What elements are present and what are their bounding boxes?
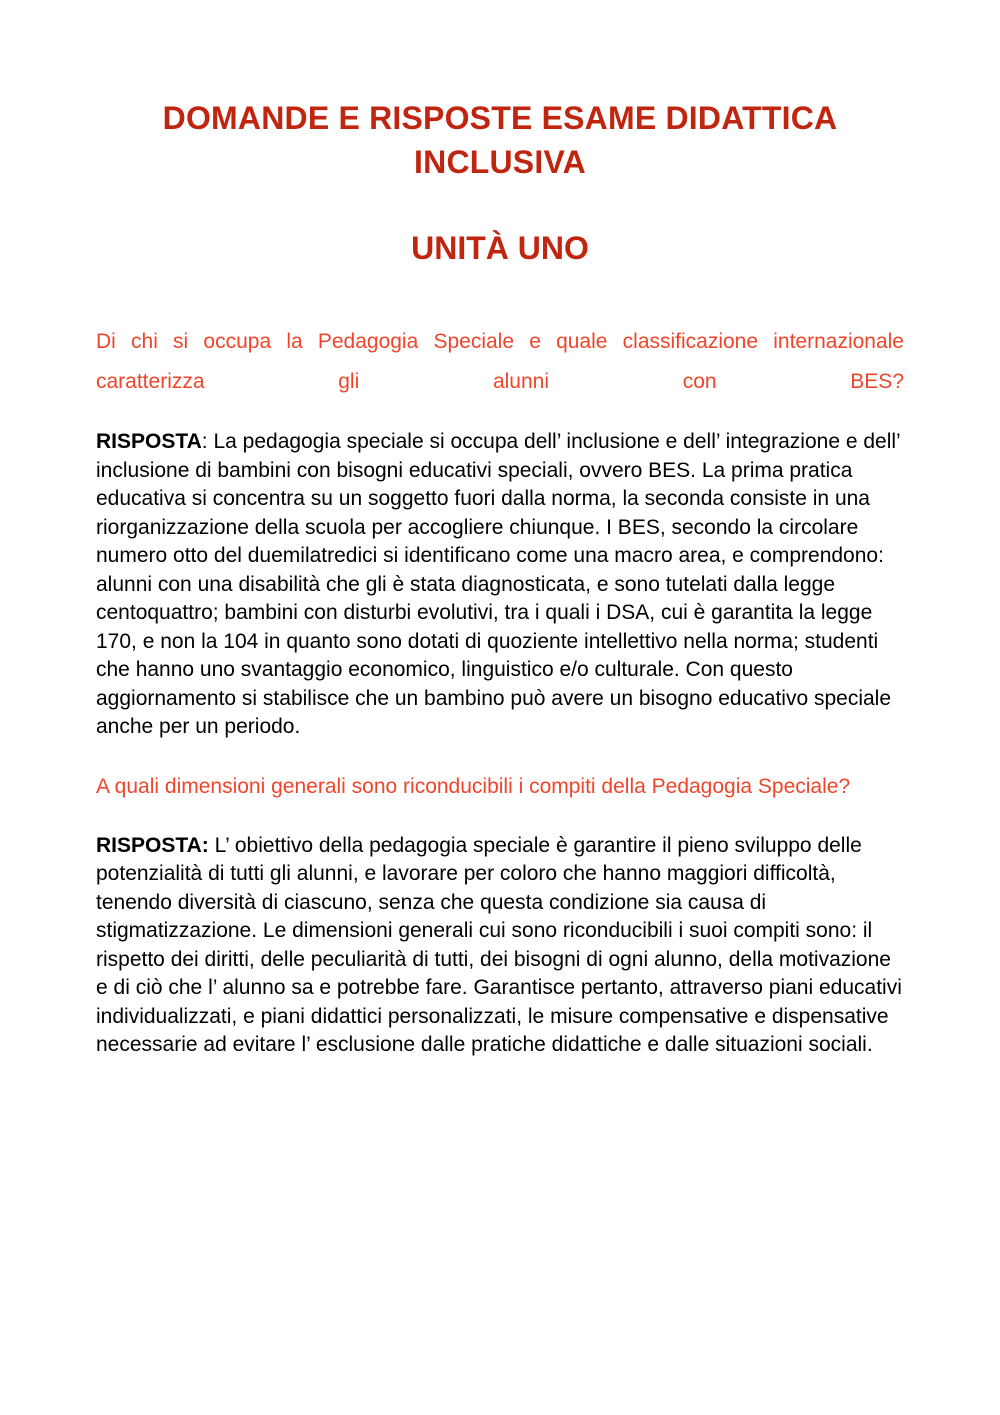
answer-2 xyxy=(96,832,904,1060)
answer-1 xyxy=(96,428,904,742)
document-title: DOMANDE E RISPOSTE ESAME DIDATTICA INCLUSIVA xyxy=(162,100,838,180)
answer-2-text: L’ obiettivo della pedagogia speciale è garantire il pieno sviluppo delle potenzialità di tutti gli alunni, e lavorare per coloro che hanno maggiori difficoltà, tenendo diversità di ciascuno, senza che questa condizione sia causa di stigmatizzazione. Le dimensioni generali cui sono riconducibili i suoi compiti sono: il rispetto dei diritti, delle peculiarità di tutti, dei bisogni di ogni alunno, della motivazione e di ciò che l’ alunno sa e potrebbe fare. Garantisce pertanto, attraverso piani educativi individualizzati, e piani didattici personalizzati, le misure compensative e dispensative necessarie ad evitare l’ esclusione dalle pratiche didattiche e dalle situazioni sociali. xyxy=(96,833,902,1056)
answer-2-label: RISPOSTA: xyxy=(96,833,209,857)
answer-1-label: RISPOSTA xyxy=(96,430,202,453)
unit-title: UNITÀ UNO xyxy=(411,230,589,266)
document-page xyxy=(96,96,904,1060)
question-1: Di chi si occupa la Pedagogia Speciale e quale classificazione internazionale caratterizza gli alunni con BES? xyxy=(96,330,904,393)
question-2: A quali dimensioni generali sono riconducibili i compiti della Pedagogia Speciale? xyxy=(96,774,851,798)
answer-1-text: : La pedagogia speciale si occupa dell’ inclusione e dell’ integrazione e dell’ inclusione di bambini con bisogni educativi speciali, ovvero BES. La prima pratica educativa si concentra su un soggetto fuori dalla norma, la seconda consiste in una riorganizzazione della scuola per accogliere chiunque. I BES, secondo la circolare numero otto del duemilatredici si identificano come una macro area, e comprendono: alunni con una disabilità che gli è stata diagnosticata, e sono tutelati dalla legge centoquattro; bambini con disturbi evolutivi, tra i quali i DSA, cui è garantita la legge 170, e non la 104 in quanto sono dotati di quoziente intellettivo nella norma; studenti che hanno uno svantaggio economico, linguistico e/o culturale. Con questo aggiornamento si stabilisce che un bambino può avere un bisogno educativo speciale anche per un periodo. xyxy=(96,430,900,738)
